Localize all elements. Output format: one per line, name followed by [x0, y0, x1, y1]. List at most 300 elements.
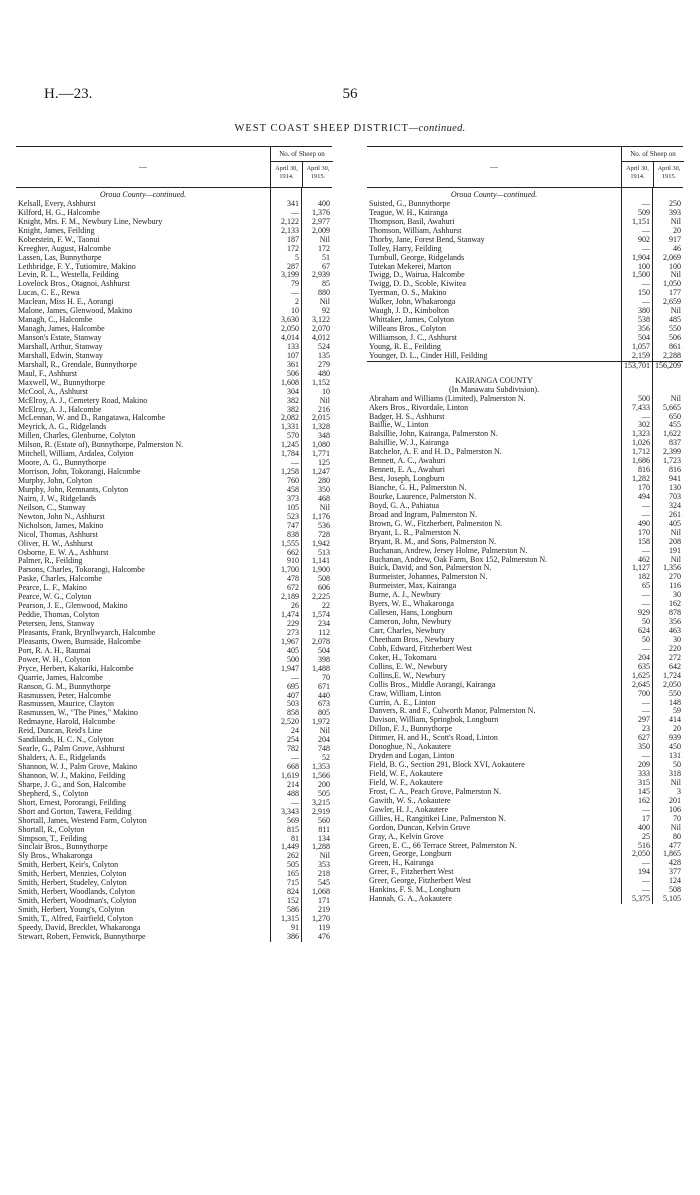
table-row	[16, 236, 332, 245]
sheep-1915: 377	[669, 867, 681, 877]
owner-name: Lethbridge, F. Y., Tutiomire, Makino	[18, 262, 136, 271]
sheep-1915: 218	[318, 869, 330, 879]
sheep-1914: 1,500	[632, 270, 650, 280]
sheep-1914: —	[642, 804, 650, 814]
sheep-1914: 1,331	[281, 422, 299, 432]
sheep-1914: 26	[291, 601, 299, 611]
sheep-1914: 24	[291, 726, 299, 736]
owner-name: Collins,E. W., Newbury	[369, 671, 446, 680]
sheep-1914: 361	[287, 359, 299, 369]
table-row	[16, 271, 332, 280]
owner-name: Waugh, J. D., Kimbolton	[369, 307, 450, 316]
sheep-1914: 81	[291, 833, 299, 843]
owner-name: Murphy, John, Remnants, Colyton	[18, 485, 129, 494]
owner-name: Neilson, C., Stanway	[18, 503, 86, 512]
sheep-1914: 858	[287, 708, 299, 718]
sheep-1914: 4,014	[281, 333, 299, 342]
table-row	[367, 502, 683, 511]
owner-name: Hannah, G. A., Aokautere	[369, 895, 452, 904]
sheep-1914: 50	[642, 617, 650, 627]
sheep-1915: 119	[318, 922, 330, 932]
sheep-1915: 1,356	[663, 563, 681, 573]
owner-name: Knight, Mrs. F. M., Newbury Line, Newbury	[18, 217, 163, 226]
sheep-1915: 279	[318, 359, 330, 369]
owner-name: Willeans Bros., Colyton	[369, 325, 447, 334]
sheep-1915: 468	[318, 493, 330, 503]
sheep-1915: 1,622	[663, 429, 681, 439]
sheep-1915: Nil	[319, 851, 330, 861]
sheep-1915: Nil	[670, 527, 681, 537]
sheep-1914: 152	[287, 896, 299, 906]
sheep-1914: 569	[287, 815, 299, 825]
table-row	[16, 334, 332, 343]
page-header	[44, 86, 656, 106]
sheep-1914: 494	[638, 491, 650, 501]
table-row	[16, 513, 332, 522]
sheep-1915: 1,865	[663, 849, 681, 859]
table-row	[367, 200, 683, 209]
owner-name: Shortall, R., Colyton	[18, 825, 85, 834]
owner-name: Mitchell, William, Ardalea, Colyton	[18, 450, 134, 459]
sheep-1915: 2,070	[312, 324, 330, 334]
sheep-1915: 1,488	[312, 663, 330, 673]
owner-name: Field, W. F., Aokautere	[369, 770, 443, 778]
sheep-1915: Nil	[670, 777, 681, 787]
total-1914: 153,701	[624, 360, 650, 370]
sheep-1915: 513	[318, 547, 330, 557]
sheep-1914: —	[291, 288, 299, 298]
owner-name: Hankins, F. S. M., Longburn	[369, 886, 461, 895]
table-row	[367, 582, 683, 591]
owner-name: Carr, Charles, Newbury	[369, 627, 446, 635]
table-row	[367, 520, 683, 529]
sheep-1915: 398	[318, 654, 330, 664]
table-row	[367, 600, 683, 609]
sheep-1914: 624	[638, 626, 650, 635]
owner-name: Bennett, E. A., Awahuri	[369, 466, 445, 475]
sheep-1915: 455	[669, 420, 681, 430]
owner-name: Teague, W. H., Kairanga	[369, 208, 448, 217]
sheep-1914: —	[291, 797, 299, 807]
sheep-1915: 5,105	[663, 894, 681, 904]
sheep-1915: 112	[318, 627, 330, 637]
owner-name: Batchelor, A. F. and H. D., Palmerston N.	[369, 448, 502, 457]
owner-name: Thorby, Jane, Forest Bend, Stanway	[369, 235, 485, 244]
sheep-1915: 70	[673, 813, 681, 823]
table-row	[367, 457, 683, 466]
sheep-1914: 747	[287, 520, 299, 530]
sheep-1915: 201	[669, 795, 681, 805]
table-row	[367, 227, 683, 236]
sheep-1914: 1,323	[632, 429, 650, 439]
owner-name: Tutekan Mekerei, Marton	[369, 262, 452, 271]
sheep-1914: 91	[291, 922, 299, 932]
owner-name: Shortall, James, Westend Farm, Colyton	[18, 816, 147, 825]
owner-name: Rasmussen, Peter, Halcombe	[18, 691, 111, 700]
table-row	[16, 468, 332, 477]
owner-name: Reid, Duncan, Reid's Line	[18, 727, 103, 736]
table-row	[367, 859, 683, 868]
sheep-1915: 131	[669, 751, 681, 761]
sheep-1914: —	[642, 697, 650, 707]
owner-name: Shannon, W. J., Makino, Feilding	[18, 771, 126, 780]
sheep-1914: 170	[638, 483, 650, 492]
table-row	[16, 790, 332, 799]
sheep-1915: 1,270	[312, 913, 330, 923]
sheep-1914: 1,947	[281, 663, 299, 673]
owner-name: McLennan, W. and D., Rangatawa, Halcombe	[18, 414, 166, 423]
table-row	[367, 734, 683, 743]
sheep-1915: 878	[669, 608, 681, 618]
table-row	[367, 788, 683, 797]
owner-name: Green, H., Kairanga	[369, 859, 434, 868]
sheep-1915: 219	[318, 905, 330, 914]
sheep-1914: 1,700	[281, 565, 299, 575]
owner-name: Turnbull, George, Ridgelands	[369, 253, 465, 262]
sheep-1915: 116	[669, 581, 681, 591]
sheep-1914: 2,189	[281, 592, 299, 602]
table-row	[367, 699, 683, 708]
sheep-1914: —	[642, 198, 650, 208]
table-row	[367, 307, 683, 316]
owner-name: Parsons, Charles, Tokorangi, Halcombe	[18, 566, 145, 575]
sheep-1915: 172	[318, 243, 330, 253]
sheep-1914: 1,625	[632, 670, 650, 680]
sheep-1914: 25	[642, 831, 650, 841]
sheep-1915: 1,771	[312, 449, 330, 459]
sheep-1914: 214	[287, 779, 299, 789]
owner-name: Levin, R. L., Westella, Feilding	[18, 271, 119, 280]
sheep-1914: 838	[287, 529, 299, 539]
sheep-1914: 23	[642, 724, 650, 734]
owner-name: Smith, Herbert, Menzies, Colyton	[18, 870, 127, 879]
owner-name: Collins, E. W., Newbury	[369, 662, 448, 671]
sheep-1915: 1,972	[312, 717, 330, 727]
table-row	[367, 743, 683, 752]
col-1914-header: April 30, 1914.	[626, 165, 649, 180]
table-row	[367, 352, 683, 361]
owner-name: Tyerman, O. S., Makino	[369, 289, 447, 298]
sheep-1914: —	[642, 243, 650, 253]
table-row	[367, 797, 683, 806]
owner-name: Maxwell, W., Bunnythorpe	[18, 378, 105, 387]
right-table-body	[367, 188, 683, 904]
sheep-1915: 476	[318, 931, 330, 941]
table-row	[367, 636, 683, 645]
sheep-1914: 503	[287, 699, 299, 709]
owner-name: Younger, D. L., Cinder Hill, Feilding	[369, 351, 488, 360]
sheep-1914: —	[291, 207, 299, 217]
sheep-1915: 85	[322, 279, 330, 289]
sheep-1915: 280	[318, 476, 330, 485]
table-row	[16, 254, 332, 263]
sheep-1915: 51	[322, 252, 330, 262]
table-row	[16, 852, 332, 861]
owner-name: Quarrie, James, Halcombe	[18, 673, 103, 682]
owner-name: Rasmussen, Maurice, Clayton	[18, 700, 114, 709]
owner-name: Akers Bros., Rivordale, Linton	[369, 403, 469, 412]
owner-name: Shannon, W. J., Palm Grove, Makino	[18, 763, 138, 771]
owner-name: Newton, John N., Ashhurst	[18, 512, 105, 521]
owner-name: Shepherd, S., Colyton	[18, 789, 89, 798]
sheep-1915: 350	[318, 484, 330, 494]
sheep-1914: 254	[287, 735, 299, 745]
sheep-1915: 92	[322, 306, 330, 316]
sheep-1914: 350	[638, 742, 650, 752]
sheep-1914: —	[642, 885, 650, 895]
table-row	[16, 817, 332, 826]
sheep-1914: 816	[638, 465, 650, 475]
sheep-1915: 272	[669, 652, 681, 662]
sheep-1914: 504	[638, 333, 650, 342]
sheep-1915: 220	[669, 643, 681, 653]
sheep-1914: 386	[287, 931, 299, 941]
table-row	[16, 245, 332, 254]
owner-name: Davison, William, Springbok, Longburn	[369, 716, 499, 725]
owner-name: Kreegher, August, Halcombe	[18, 244, 111, 253]
owner-name: Simpson, T., Feilding	[18, 834, 87, 843]
sheep-1915: 191	[669, 545, 681, 555]
sheep-1914: 10	[291, 306, 299, 316]
sheep-1915: 67	[322, 261, 330, 271]
sheep-1915: 816	[669, 465, 681, 475]
sheep-1914: —	[291, 672, 299, 682]
sheep-1915: 148	[669, 697, 681, 707]
sheep-1914: 1,904	[632, 252, 650, 262]
owner-name: Collis Bros., Middle Aorangi, Kairanga	[369, 680, 496, 689]
sheep-1915: 1,942	[312, 538, 330, 548]
sheep-1915: 485	[669, 315, 681, 325]
owner-name: Bennett, A. C., Awahuri	[369, 457, 446, 466]
owner-name: Pleasants, Owen, Burnside, Halcombe	[18, 637, 141, 646]
sheep-1914: 815	[287, 824, 299, 834]
owner-name: Millen, Charles, Glenburne, Colyton	[18, 432, 136, 441]
owner-name: Gillies, H., Rangitikei Line, Palmerston N.	[369, 814, 506, 823]
sheep-1915: 2,015	[312, 413, 330, 423]
table-row	[16, 379, 332, 388]
sheep-1915: 650	[669, 411, 681, 421]
sheep-1915: 703	[669, 491, 681, 501]
sheep-1914: 382	[287, 404, 299, 414]
left-table-header	[16, 146, 332, 188]
sheep-1914: 341	[287, 198, 299, 208]
owner-name: Koberstein, F. W., Taonui	[18, 235, 100, 244]
sheep-1914: 1,784	[281, 449, 299, 459]
sheep-1914: —	[642, 858, 650, 868]
table-row	[16, 504, 332, 513]
owner-name: Smith, Herbert, Studeley, Colyton	[18, 879, 127, 888]
sheep-1915: 1,080	[312, 440, 330, 450]
table-row	[367, 236, 683, 245]
table-row	[16, 772, 332, 781]
table-row	[367, 511, 683, 520]
sheep-1914: 172	[287, 243, 299, 253]
owner-name: Pleasants, Frank, Brynllwyarch, Halcombe	[18, 628, 156, 637]
owner-name: Green, E. C., 66 Terrace Street, Palmerston N.	[369, 841, 517, 850]
sheep-1915: 2,659	[663, 297, 681, 307]
table-row	[16, 298, 332, 307]
header-dash: —	[139, 161, 147, 171]
sheep-1915: 1,288	[312, 842, 330, 852]
owner-name: Smith, Herbert, Keir's, Colyton	[18, 861, 119, 870]
table-row	[367, 325, 683, 334]
owner-name: Peddie, Thomas, Colyton	[18, 611, 100, 620]
owner-name: Abraham and Williams (Limited), Palmerston N.	[369, 394, 526, 403]
table-row	[367, 254, 683, 263]
owner-name: Suisted, G., Bunnythorpe	[369, 199, 451, 208]
owner-name: Greer, F., Fitzherbert West	[369, 868, 454, 877]
sheep-1915: 400	[318, 198, 330, 208]
sheep-1915: 506	[669, 333, 681, 342]
sheep-1914: 1,258	[281, 467, 299, 477]
sheep-1914: 5	[295, 252, 299, 262]
table-row	[16, 888, 332, 897]
owner-name: Cheetham Bros., Newbury	[369, 635, 455, 644]
sheep-1914: 165	[287, 869, 299, 879]
sheep-1915: 30	[673, 634, 681, 644]
sheep-1915: 1,141	[312, 556, 330, 566]
sheep-1915: 1,376	[312, 207, 330, 217]
sheep-1915: 405	[669, 518, 681, 528]
table-row	[16, 540, 332, 549]
sheep-1915: 414	[669, 715, 681, 725]
sheep-1915: 642	[669, 661, 681, 671]
sheep-1914: 2,050	[632, 849, 650, 859]
sheep-1914: 1,608	[281, 377, 299, 387]
owner-name: Osborne, E. W. A., Ashhurst	[18, 548, 109, 557]
sheep-1914: 373	[287, 493, 299, 503]
sheep-1914: 715	[287, 878, 299, 888]
sheep-1914: 1,245	[281, 440, 299, 450]
owner-name: Speedy, David, Brecklet, Whakaronga	[18, 923, 141, 932]
table-row	[367, 877, 683, 886]
sheep-1914: 100	[638, 261, 650, 271]
title-main: WEST COAST SHEEP DISTRICT	[234, 123, 409, 134]
owner-name: Ranson, G. M., Bunnythorpe	[18, 682, 111, 691]
sheep-1914: 2,645	[632, 679, 650, 689]
sheep-1914: 150	[638, 288, 650, 298]
table-row	[367, 618, 683, 627]
sheep-1915: 2,977	[312, 216, 330, 226]
sheep-1914: 929	[638, 608, 650, 618]
owner-name: Malone, James, Glenwood, Makino	[18, 307, 133, 316]
owner-name: Managh, James, Halcombe	[18, 325, 105, 334]
table-row	[367, 484, 683, 493]
sheep-1915: 861	[669, 341, 681, 351]
owner-name: Frost, C. A., Peach Grove, Palmerston N.	[369, 787, 501, 796]
sheep-1915: 134	[318, 833, 330, 843]
sheep-1914: 17	[642, 813, 650, 823]
owner-name: Nicol, Thomas, Ashhurst	[18, 530, 98, 539]
table-row	[16, 727, 332, 736]
sheep-1915: Nil	[670, 270, 681, 280]
sheep-count-group-label: No. of Sheep on	[271, 147, 333, 162]
sheep-1914: 1,315	[281, 913, 299, 923]
owner-name: Nicholson, James, Makino	[18, 521, 104, 530]
sheep-1914: 382	[287, 395, 299, 405]
owner-name: McElroy, A. J., Halcombe	[18, 405, 102, 414]
sheep-1914: 145	[638, 786, 650, 796]
county-total-row	[367, 361, 683, 371]
sheep-1915: 171	[318, 896, 330, 906]
table-row	[16, 683, 332, 692]
owner-name: Dryden and Logan, Linton	[369, 752, 455, 761]
sheep-1914: —	[642, 876, 650, 886]
table-row	[16, 808, 332, 817]
sheep-1915: Nil	[670, 306, 681, 316]
sheep-1915: 162	[669, 599, 681, 609]
table-row	[367, 404, 683, 413]
sheep-1914: 273	[287, 627, 299, 637]
sheep-1914: —	[642, 706, 650, 716]
owner-name: Byers, W. E., Whakaronga	[369, 600, 454, 609]
sheep-1914: 635	[638, 661, 650, 671]
sheep-1915: 177	[669, 288, 681, 298]
sheep-1914: 2,082	[281, 413, 299, 423]
owner-name: Callesen, Hans, Longburn	[369, 609, 453, 618]
owner-name: Whittaker, James, Colyton	[369, 316, 454, 325]
sheep-1915: 2,919	[312, 806, 330, 816]
sheep-1914: 1,686	[632, 456, 650, 466]
sheep-1915: 1,353	[312, 762, 330, 771]
owner-name: Paske, Charles, Halcombe	[18, 575, 102, 584]
sheep-1915: 811	[318, 824, 330, 834]
table-row	[16, 870, 332, 879]
sheep-1915: 22	[322, 601, 330, 611]
table-row	[367, 806, 683, 815]
owner-name: Thompson, Basil, Awahuri	[369, 217, 455, 226]
owner-name: Coker, H., Tokomaru	[369, 653, 437, 662]
sheep-1914: 538	[638, 315, 650, 325]
sheep-1915: 46	[673, 243, 681, 253]
owner-name: Redmayne, Harold, Halcombe	[18, 718, 116, 727]
sheep-1915: 2,225	[312, 592, 330, 602]
sheep-1914: 523	[287, 511, 299, 521]
owner-name: Searle, G., Palm Grove, Ashhurst	[18, 745, 125, 754]
owner-name: Bryant, L. R., Palmerston N.	[369, 528, 461, 537]
sheep-1914: 407	[287, 690, 299, 700]
sheep-count-header	[270, 147, 333, 187]
sheep-1914: 79	[291, 279, 299, 289]
owner-name: Maul, F., Ashhurst	[18, 369, 78, 378]
sheep-1915: 1,574	[312, 610, 330, 620]
sheep-1914: —	[642, 643, 650, 653]
owner-name: Bianche, G. H., Palmerston N.	[369, 484, 467, 492]
sheep-1915: Nil	[319, 395, 330, 405]
table-row	[16, 879, 332, 888]
sheep-1915: 508	[669, 885, 681, 895]
table-row	[367, 289, 683, 298]
sheep-1915: 135	[318, 350, 330, 360]
sheep-1914: 5,375	[632, 894, 650, 904]
sheep-1915: 2,078	[312, 636, 330, 646]
owner-name: Murphy, John, Colyton	[18, 477, 93, 485]
owner-name: Broad and Ingram, Palmerston N.	[369, 510, 477, 519]
table-row	[16, 289, 332, 298]
table-row	[367, 271, 683, 280]
sheep-1915: 606	[318, 583, 330, 593]
sheep-1914: 1,026	[632, 438, 650, 448]
owner-name: Balsillie, W. J., Kairanga	[369, 439, 449, 448]
sheep-1914: 105	[287, 502, 299, 512]
table-row	[367, 280, 683, 289]
owner-name: Pryce, Herbert, Kakariki, Halcombe	[18, 664, 134, 673]
section-heading: Oroua County—continued.	[99, 190, 187, 199]
table-row	[16, 692, 332, 701]
table-row	[367, 218, 683, 227]
right-table-header	[367, 146, 683, 188]
table-row	[367, 493, 683, 502]
